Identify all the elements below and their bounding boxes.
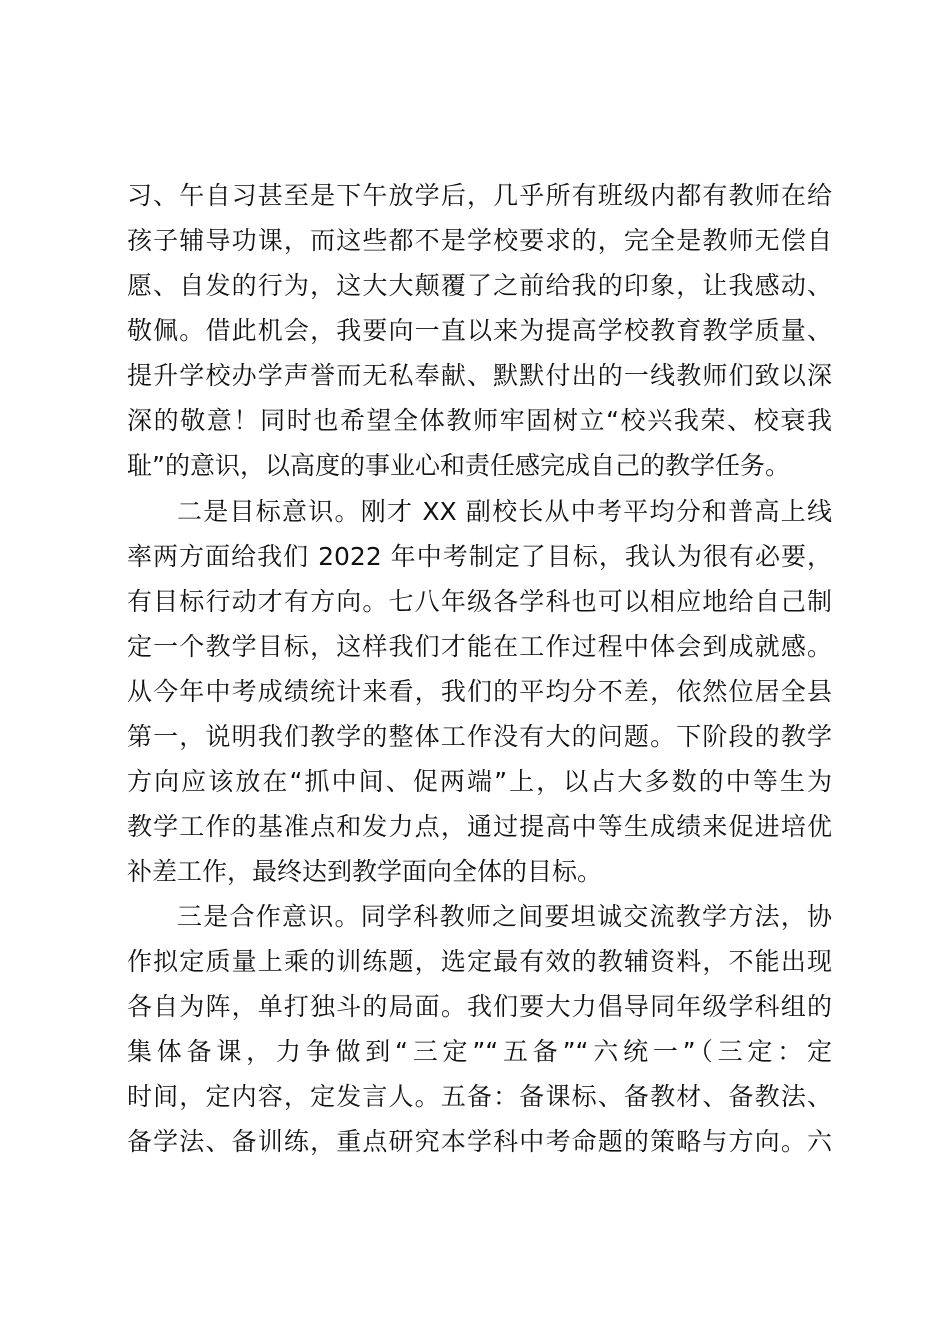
text-line: 从今年中考成绩统计来看，我们的平均分不差，依然位居全县	[127, 677, 832, 706]
text-line: 提升学校办学声誉而无私奉献、默默付出的一线教师们致以深	[127, 361, 832, 390]
text-line: 耻”的意识，以高度的事业心和责任感完成自己的教学任务。	[127, 451, 790, 480]
text-line: 率两方面给我们 2022 年中考制定了目标，我认为很有必要，	[127, 542, 832, 571]
text-line: 各自为阵，单打独斗的局面。我们要大力倡导同年级学科组的	[127, 992, 832, 1021]
text-line: 作拟定质量上乘的训练题，选定最有效的教辅资料，不能出现	[127, 947, 832, 976]
text-line: 敬佩。借此机会，我要向一直以来为提高学校教育教学质量、	[127, 316, 832, 345]
text-line: 定一个教学目标，这样我们才能在工作过程中体会到成就感。	[127, 632, 832, 661]
text-line: 集体备课，力争做到“三定”“五备”“六统一”（三定：定	[127, 1037, 832, 1066]
text-line: 方向应该放在“抓中间、促两端”上，以占大多数的中等生为	[127, 767, 832, 796]
text-line: 愿、自发的行为，这大大颠覆了之前给我的印象，让我感动、	[127, 271, 832, 300]
text-line: 时间，定内容，定发言人。五备：备课标、备教材、备教法、	[127, 1082, 832, 1111]
text-line: 第一，说明我们教学的整体工作没有大的问题。下阶段的教学	[127, 722, 832, 751]
text-line: 备学法、备训练，重点研究本学科中考命题的策略与方向。六	[127, 1127, 832, 1156]
text-line: 补差工作，最终达到教学面向全体的目标。	[127, 857, 603, 886]
text-line: 习、午自习甚至是下午放学后，几乎所有班级内都有教师在给	[127, 181, 832, 210]
paragraph-first-line: 二是目标意识。刚才 XX 副校长从中考平均分和普高上线	[177, 497, 832, 526]
text-line: 教学工作的基准点和发力点，通过提高中等生成绩来促进培优	[127, 812, 832, 841]
paragraph-first-line: 三是合作意识。同学科教师之间要坦诚交流教学方法，协	[177, 902, 832, 931]
text-line: 深的敬意！同时也希望全体教师牢固树立“校兴我荣、校衰我	[127, 406, 832, 435]
text-line: 有目标行动才有方向。七八年级各学科也可以相应地给自己制	[127, 587, 832, 616]
text-line: 孩子辅导功课，而这些都不是学校要求的，完全是教师无偿自	[127, 226, 832, 255]
